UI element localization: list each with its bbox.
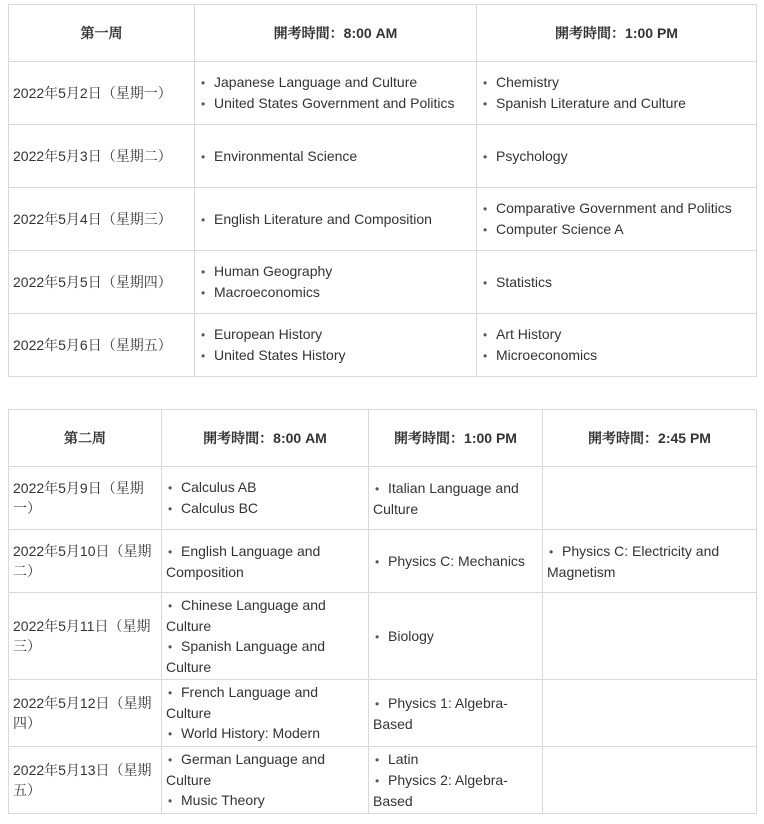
exam-cell-pm bbox=[369, 680, 543, 747]
exam-subject: • Physics 1: Algebra-Based bbox=[373, 693, 538, 734]
exam-list bbox=[373, 478, 538, 519]
exam-date: 2022年5月4日（星期三） bbox=[9, 188, 195, 251]
exam-cell-am bbox=[195, 125, 477, 188]
schedule-row bbox=[9, 251, 757, 314]
exam-list bbox=[199, 324, 472, 366]
exam-cell-pm bbox=[477, 125, 757, 188]
exam-subject: • German Language and Culture bbox=[166, 749, 364, 790]
exam-list bbox=[547, 541, 752, 582]
schedule-row bbox=[9, 680, 757, 747]
exam-cell-pm bbox=[477, 188, 757, 251]
exam-cell-pm bbox=[477, 314, 757, 377]
week2-header-late: 開考時間：2:45 PM bbox=[543, 410, 757, 467]
exam-subject: • Statistics bbox=[481, 272, 752, 293]
exam-subject: • English Literature and Composition bbox=[199, 209, 472, 230]
exam-cell-pm bbox=[369, 467, 543, 530]
exam-subject: • Physics C: Electricity and Magnetism bbox=[547, 541, 752, 582]
exam-subject: • United States History bbox=[199, 345, 472, 366]
exam-subject: • Computer Science A bbox=[481, 219, 752, 240]
exam-subject: • Physics C: Mechanics bbox=[373, 551, 538, 572]
week2-schedule-table bbox=[8, 409, 757, 814]
exam-cell-pm bbox=[369, 593, 543, 680]
exam-list bbox=[199, 146, 472, 167]
week2-header-row bbox=[9, 410, 757, 467]
exam-list bbox=[166, 477, 364, 519]
schedule-row bbox=[9, 593, 757, 680]
exam-subject: • Chinese Language and Culture bbox=[166, 595, 364, 636]
exam-list bbox=[166, 541, 364, 582]
schedule-row bbox=[9, 62, 757, 125]
exam-subject: • Calculus BC bbox=[166, 498, 364, 519]
exam-date: 2022年5月11日（星期三） bbox=[9, 593, 162, 680]
exam-cell-am bbox=[195, 314, 477, 377]
schedule-row bbox=[9, 188, 757, 251]
exam-cell-am bbox=[195, 62, 477, 125]
exam-cell-pm bbox=[369, 530, 543, 593]
schedule-row bbox=[9, 530, 757, 593]
week1-header-week: 第一周 bbox=[9, 5, 195, 62]
exam-date: 2022年5月6日（星期五） bbox=[9, 314, 195, 377]
exam-cell-pm bbox=[477, 251, 757, 314]
exam-cell-late bbox=[543, 680, 757, 747]
schedule-row bbox=[9, 467, 757, 530]
exam-date: 2022年5月13日（星期五） bbox=[9, 747, 162, 814]
exam-subject: • Latin bbox=[373, 749, 538, 770]
exam-subject: • Environmental Science bbox=[199, 146, 472, 167]
exam-date: 2022年5月5日（星期四） bbox=[9, 251, 195, 314]
exam-subject: • United States Government and Politics bbox=[199, 93, 472, 114]
exam-subject: • Art History bbox=[481, 324, 752, 345]
exam-subject: • Italian Language and Culture bbox=[373, 478, 538, 519]
exam-subject: • Microeconomics bbox=[481, 345, 752, 366]
exam-list bbox=[481, 72, 752, 114]
exam-subject: • Japanese Language and Culture bbox=[199, 72, 472, 93]
exam-subject: • Chemistry bbox=[481, 72, 752, 93]
exam-subject: • Biology bbox=[373, 626, 538, 647]
exam-list bbox=[199, 72, 472, 114]
exam-list bbox=[166, 682, 364, 744]
exam-date: 2022年5月2日（星期一） bbox=[9, 62, 195, 125]
week1-header-am: 開考時間：8:00 AM bbox=[195, 5, 477, 62]
exam-cell-late bbox=[543, 747, 757, 814]
week1-header-row bbox=[9, 5, 757, 62]
exam-subject: • Physics 2: Algebra-Based bbox=[373, 770, 538, 811]
exam-date: 2022年5月10日（星期二） bbox=[9, 530, 162, 593]
exam-cell-am bbox=[195, 251, 477, 314]
week1-schedule-table bbox=[8, 4, 757, 377]
exam-list bbox=[373, 693, 538, 734]
exam-list bbox=[481, 324, 752, 366]
exam-subject: • World History: Modern bbox=[166, 723, 364, 744]
schedule-row bbox=[9, 747, 757, 814]
exam-cell-late bbox=[543, 593, 757, 680]
exam-cell-pm bbox=[477, 62, 757, 125]
exam-cell-am bbox=[195, 188, 477, 251]
schedule-row bbox=[9, 125, 757, 188]
exam-cell-am bbox=[162, 467, 369, 530]
exam-list bbox=[481, 272, 752, 293]
exam-subject: • Calculus AB bbox=[166, 477, 364, 498]
exam-date: 2022年5月12日（星期四） bbox=[9, 680, 162, 747]
exam-subject: • Human Geography bbox=[199, 261, 472, 282]
exam-subject: • Macroeconomics bbox=[199, 282, 472, 303]
exam-cell-late bbox=[543, 530, 757, 593]
exam-list bbox=[199, 261, 472, 303]
exam-list bbox=[166, 749, 364, 811]
exam-subject: • Music Theory bbox=[166, 790, 364, 811]
schedule-row bbox=[9, 314, 757, 377]
exam-list bbox=[166, 595, 364, 677]
exam-cell-late bbox=[543, 467, 757, 530]
week2-header-week: 第二周 bbox=[9, 410, 162, 467]
exam-subject: • Psychology bbox=[481, 146, 752, 167]
exam-subject: • Spanish Literature and Culture bbox=[481, 93, 752, 114]
exam-subject: • French Language and Culture bbox=[166, 682, 364, 723]
exam-list bbox=[373, 749, 538, 811]
exam-list bbox=[481, 146, 752, 167]
exam-cell-pm bbox=[369, 747, 543, 814]
exam-subject: • English Language and Composition bbox=[166, 541, 364, 582]
exam-subject: • Spanish Language and Culture bbox=[166, 636, 364, 677]
exam-cell-am bbox=[162, 747, 369, 814]
exam-date: 2022年5月9日（星期一） bbox=[9, 467, 162, 530]
week1-header-pm: 開考時間：1:00 PM bbox=[477, 5, 757, 62]
exam-list bbox=[199, 209, 472, 230]
exam-list bbox=[373, 626, 538, 647]
exam-cell-am bbox=[162, 530, 369, 593]
exam-list bbox=[373, 551, 538, 572]
exam-subject: • European History bbox=[199, 324, 472, 345]
exam-cell-am bbox=[162, 680, 369, 747]
exam-list bbox=[481, 198, 752, 240]
exam-subject: • Comparative Government and Politics bbox=[481, 198, 752, 219]
week2-header-pm: 開考時間：1:00 PM bbox=[369, 410, 543, 467]
week2-header-am: 開考時間：8:00 AM bbox=[162, 410, 369, 467]
exam-cell-am bbox=[162, 593, 369, 680]
exam-date: 2022年5月3日（星期二） bbox=[9, 125, 195, 188]
